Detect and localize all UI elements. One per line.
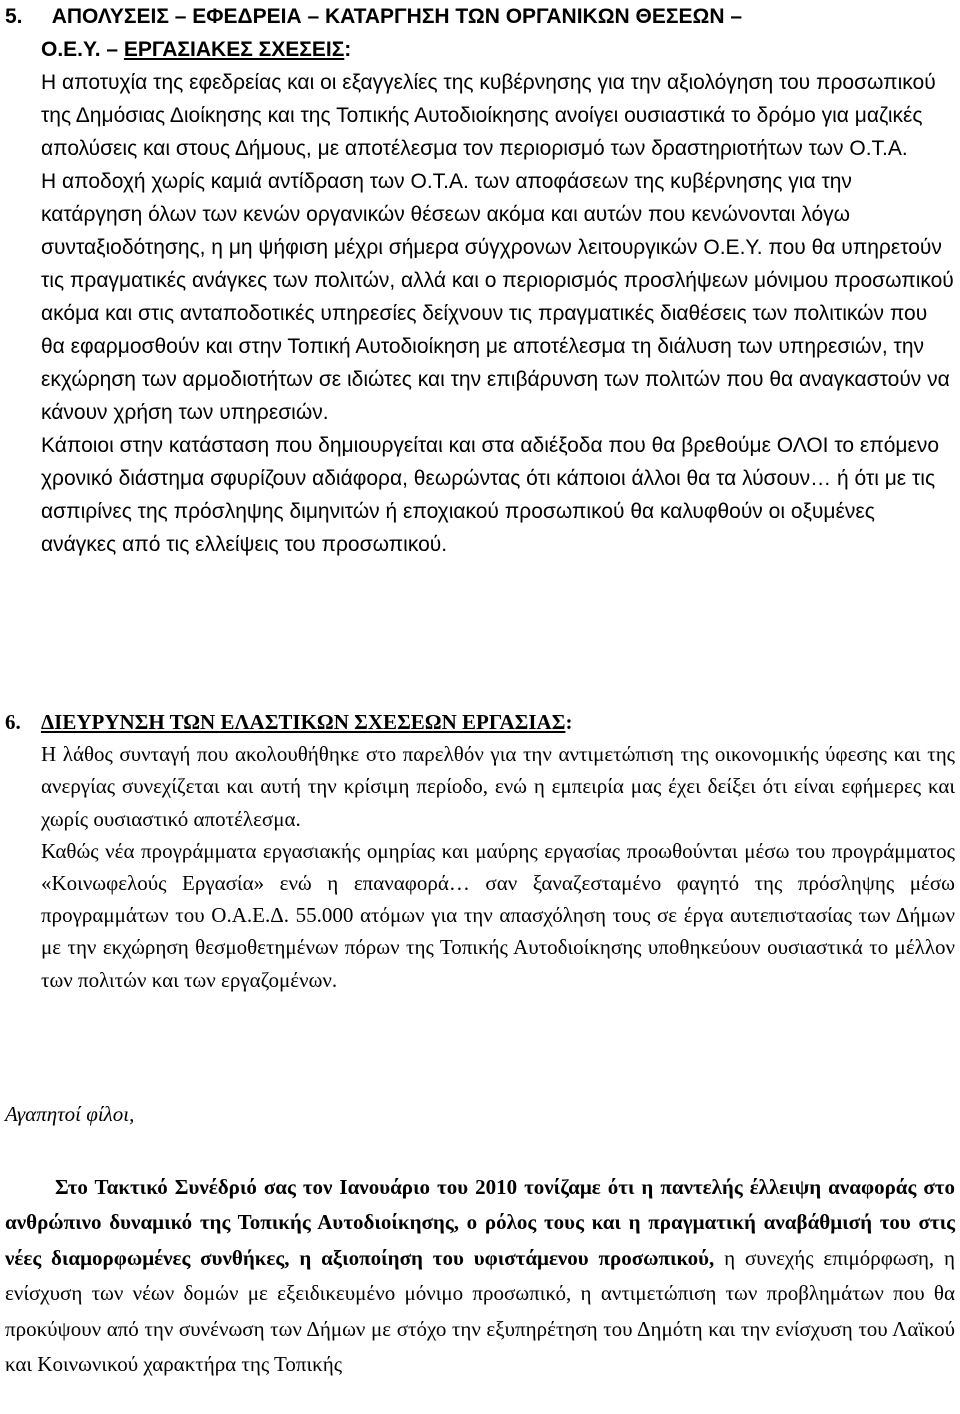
closing-normal-text: η συνεχής επιμόρφωση, η ενίσχυση των νέων δομών με εξειδικευμένο μόνιμο προσωπικό, η αντιμετώπιση των προβλημάτων που θα προκύψουν από την συνένωση των Δήμων με στόχο την εξυπηρέτηση του Δημότη και την ενίσχυση του Λαϊκού και Κοινωνικού χαρακτήρα της Τοπικής <box>5 1245 955 1377</box>
section-6-title: ΔΙΕΥΡΥΝΣΗ ΤΩΝ ΕΛΑΣΤΙΚΩΝ ΣΧΕΣΕΩΝ ΕΡΓΑΣΙΑΣ <box>41 710 566 734</box>
closing-paragraph <box>5 1170 955 1382</box>
section-5-paragraph-1: Η αποτυχία της εφεδρείας και οι εξαγγελίες της κυβέρνησης για την αξιολόγηση του προσωπικού της Δημόσιας Διοίκησης και της Τοπικής Αυτοδιοίκησης ανοίγει ουσιαστικά το δρόμο για μαζικές απολύσεις και στους Δήμους, με αποτέλεσμα τον περιορισμό των δραστηριοτήτων των Ο.Τ.Α. <box>41 71 936 160</box>
section-5-title-prefix: Ο.Ε.Υ. – <box>41 38 124 61</box>
section-6-title-colon: : <box>565 710 573 734</box>
greeting: Αγαπητοί φίλοι, <box>5 1102 135 1126</box>
section-6 <box>5 706 955 996</box>
section-5-number: 5. <box>5 5 23 28</box>
section-6-heading <box>5 706 955 738</box>
section-5 <box>5 0 955 561</box>
section-6-paragraph-1: Η λάθος συνταγή που ακολουθήθηκε στο παρελθόν για την αντιμετώπιση της οικονομικής ύφεσης και της ανεργίας συνεχίζεται και αυτή την κρίσιμη περίοδο, ενώ η εμπειρία μας έχει δείξει ότι είναι εφήμερες και χωρίς ουσιαστικό αποτέλεσμα. <box>41 742 955 831</box>
section-5-title-colon: : <box>344 38 352 61</box>
section-6-paragraph-2: Καθώς νέα προγράμματα εργασιακής ομηρίας και μαύρης εργασίας προωθούνται μέσω του προγράμματος «Κοινωφελούς Εργασία» ενώ η επαναφορά… σαν ξαναζεσταμένο φαγητό της πρόσληψης μέσω προγραμμάτων του Ο.Α.Ε.Δ. 55.000 ατόμων για την απασχόληση τους σε έργα αυτεπιστασίας των Δήμων με την εκχώρηση θεσμοθετημένων πόρων της Τοπικής Αυτοδιοίκησης υποθηκεύουν ουσιαστικά το μέλλον των πολιτών και των εργαζομένων. <box>41 838 955 992</box>
section-5-title-line1: ΑΠΟΛΥΣΕΙΣ – ΕΦΕΔΡΕΙΑ – ΚΑΤΑΡΓΗΣΗ ΤΩΝ ΟΡΓΑΝΙΚΩΝ ΘΕΣΕΩΝ – <box>51 5 743 28</box>
section-5-heading-line2 <box>5 33 955 66</box>
section-5-paragraph-2: Η αποδοχή χωρίς καμιά αντίδραση των Ο.Τ.Α. των αποφάσεων της κυβέρνησης για την κατάργηση όλων των κενών οργανικών θέσεων ακόμα και αυτών που κενώνονται λόγω συνταξιοδότησης, η μη ψήφιση μέχρι σήμερα σύγχρονων λειτουργικών Ο.Ε.Υ. που θα υπηρετούν τις πραγματικές ανάγκες των πολιτών, αλλά και ο περιορισμός προσλήψεων μόνιμου προσωπικού ακόμα και στις ανταποδοτικές υπηρεσίες δείχνουν τις πραγματικές διαθέσεις των πολιτικών που θα εφαρμοσθούν και στην Τοπική Αυτοδιοίκηση με αποτέλεσμα τη διάλυση των υπηρεσιών, την εκχώρηση των αρμοδιοτήτων σε ιδιώτες και την επιβάρυνση των πολιτών που θα αναγκαστούν να κάνουν χρήση των υπηρεσιών. <box>41 170 954 424</box>
section-6-number: 6. <box>5 710 21 734</box>
closing-bold-text: Στο Τακτικό Συνέδριό σας τον Ιανουάριο του 2010 τονίζαμε ότι η παντελής έλλειψη αναφοράς στο ανθρώπινο δυναμικό της Τοπικής Αυτοδιοίκησης, ο ρόλος τους και η πραγματική αναβάθμισή του στις νέες διαμορφωμένες συνθήκες, η αξιοποίηση του υφιστάμενου προσωπικού, <box>5 1175 955 1270</box>
section-5-title-underlined: ΕΡΓΑΣΙΑΚΕΣ ΣΧΕΣΕΙΣ <box>123 38 345 61</box>
section-5-heading <box>5 0 955 33</box>
section-5-paragraph-3: Κάποιοι στην κατάσταση που δημιουργείται και στα αδιέξοδα που θα βρεθούμε ΟΛΟΙ το επόμενο χρονικό διάστημα σφυρίζουν αδιάφορα, θεωρώντας ότι κάποιοι άλλοι θα τα λύσουν… ή ότι με τις ασπιρίνες της πρόσληψης διμηνιτών ή εποχιακού προσωπικού θα καλυφθούν οι οξυμένες ανάγκες από τις ελλείψεις του προσωπικού. <box>41 434 940 556</box>
